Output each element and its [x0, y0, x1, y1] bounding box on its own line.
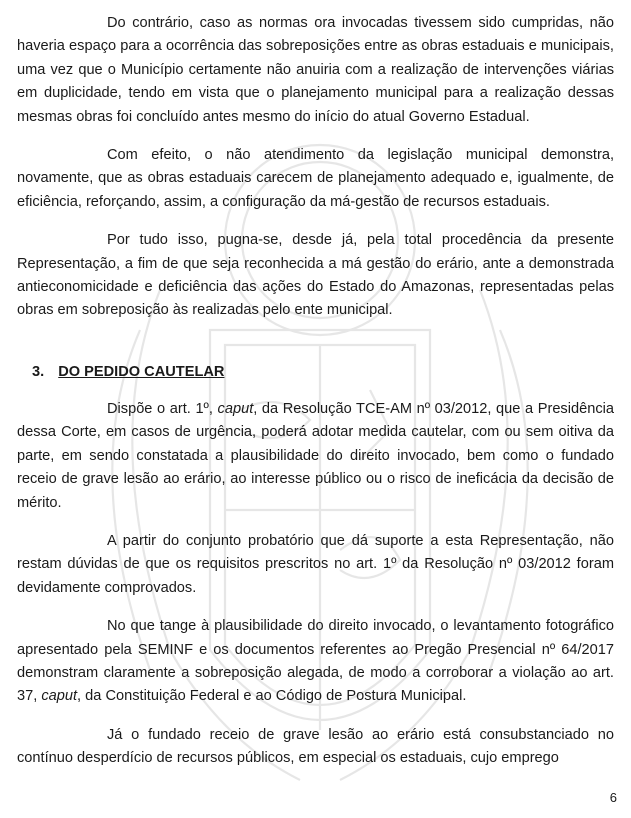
p4-caput: caput [217, 400, 254, 417]
paragraph-p1: Do contrário, caso as normas ora invocadas tivessem sido cumpridas, não haveria espaço para a ocorrência das sobreposições entre as obras estaduais e municipais, uma vez que o Município certamente não anuiria com a realização de intervenções viárias em duplicidade, tendo em vista que o planejamento municipal para a realização dessas mesmas obras foi concluído antes mesmo do início do atual Governo Estadual. [17, 15, 614, 125]
p6-text-before: No que tange à plausibilidade do direito invocado, o levantamento fotográfico apresentado pela SEMINF e os documentos referentes ao Pregão Presencial nº 64/2017 demonstram claramente a sobreposição alegada, de modo a corroborar a violação ao art. 37, [17, 618, 614, 705]
section-number: 3. [32, 363, 45, 380]
p6-caput: caput [41, 688, 78, 705]
p4-text-before: Dispõe o art. 1º, [107, 400, 218, 417]
section-heading [17, 361, 614, 383]
paragraph-p5: A partir do conjunto probatório que dá suporte a esta Representação, não restam dúvidas de que os requisitos prescritos no art. 1º da Resolução nº 03/2012 foram devidamente comprovados. [17, 532, 614, 596]
paragraph-p4 [17, 398, 614, 515]
paragraph-p6 [17, 615, 614, 709]
paragraph-p7: Já o fundado receio de grave lesão ao erário está consubstanciado no contínuo desperdício de recursos públicos, em especial os estaduais, cujo emprego [17, 726, 614, 767]
p6-text-after: , da Constituição Federal e ao Código de Postura Municipal. [77, 688, 467, 705]
paragraph-p2: Com efeito, o não atendimento da legislação municipal demonstra, novamente, que as obras estaduais carecem de planejamento adequado e, igualmente, de eficiência, reforçando, assim, a configuração da má-gestão de recursos estaduais. [17, 147, 614, 210]
p4-text-after: , da Resolução TCE-AM nº 03/2012, que a Presidência dessa Corte, em casos de urgência, poderá adotar medida cautelar, com ou sem oitiva da parte, em sendo constatada a plausibilidade do direito invocado, bem como o fundado receio de grave lesão ao erário, ao interesse público ou o risco de ineficácia da decisão de mérito. [17, 400, 614, 511]
paragraph-p3: Por tudo isso, pugna-se, desde já, pela total procedência da presente Representação, a fim de que seja reconhecida a má gestão do erário, ante a demonstrada antieconomicidade e deficiência das ações do Estado do Amazonas, representadas pelas obras em sobreposição às realizadas pelo ente municipal. [17, 232, 614, 319]
page-number: 6 [609, 790, 617, 805]
section-title: DO PEDIDO CAUTELAR [58, 363, 225, 380]
